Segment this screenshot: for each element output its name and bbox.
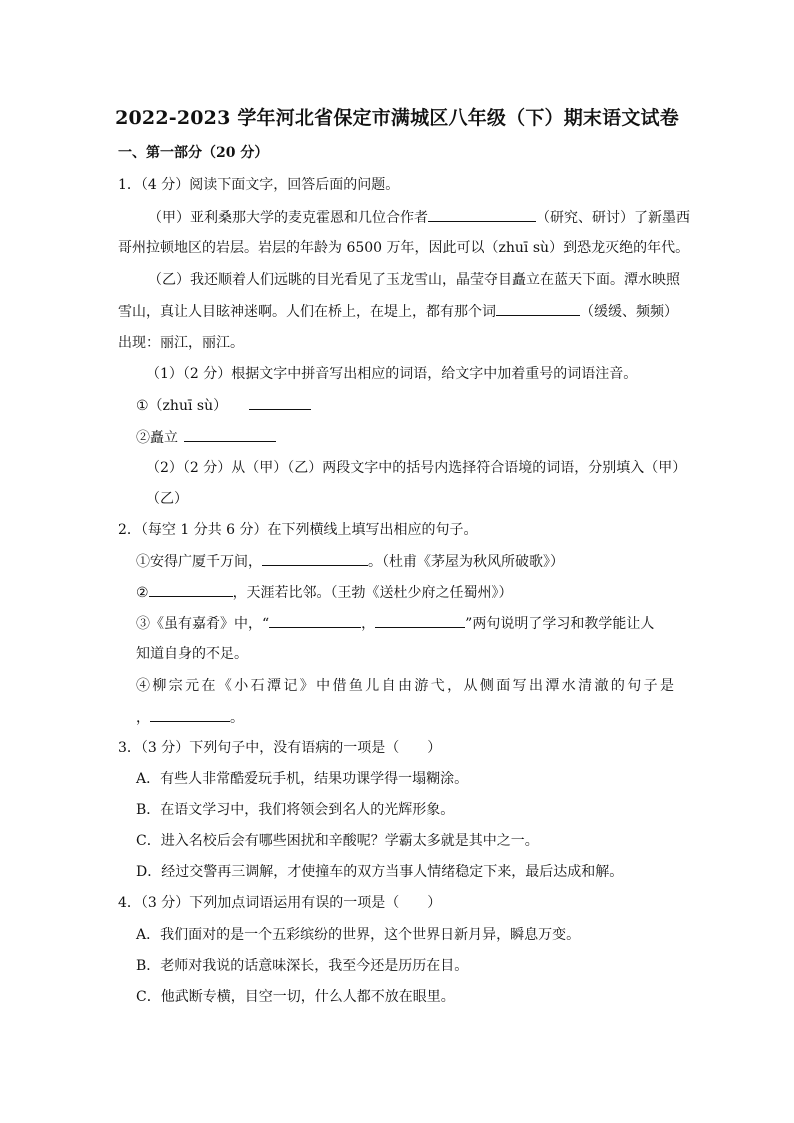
q1-jia-text-a: （甲）亚利桑那大学的麦克霍恩和几位合作者 (148, 210, 428, 226)
q1-sub2-line2: （乙） (146, 491, 188, 507)
q2-c-tail: ”两句说明了学习和教学能让人 (465, 616, 655, 632)
q2-c-comma: ， (361, 616, 376, 632)
q2-b-text: ，天涯若比邻。（王勃《送杜少府之任蜀州》） (232, 585, 513, 601)
q2-c-text: ③《虽有嘉肴》中，“ (136, 616, 270, 632)
section-heading: 一、第一部分（20 分） (118, 145, 269, 161)
q2-item-d: ④柳宗元在《小石潭记》中借鱼儿自由游弋，从侧面写出潭水清澈的句子是 (136, 678, 674, 694)
q1-yi-blank[interactable] (496, 301, 580, 316)
q2-b-blank[interactable] (149, 582, 233, 597)
q2-item-c (136, 613, 654, 634)
q1-sub1-a-label: ①（zhuī sù） (136, 398, 228, 414)
q2-d-period: 。 (230, 710, 244, 726)
page-title: 2022-2023 学年河北省保定市满城区八年级（下）期末语文试卷 (115, 107, 679, 129)
q2-d-comma: ， (136, 710, 150, 726)
q3-stem: 3．（3 分）下列句子中，没有语病的一项是（ ） (118, 740, 442, 756)
q2-item-a (136, 551, 564, 572)
q2-item-d-line2 (136, 707, 244, 728)
q1-passage-yi-line2 (118, 301, 678, 322)
q2-d-blank[interactable] (150, 707, 230, 722)
q2-b-label: ② (136, 585, 149, 601)
q2-c-blank-1[interactable] (269, 613, 361, 628)
q4-stem: 4．（3 分）下列加点词语运用有误的一项是（ ） (118, 895, 442, 911)
q3-option-c[interactable]: C．进入名校后会有哪些困扰和辛酸呢？学霸太多就是其中之一。 (136, 833, 539, 849)
q1-sub1-item-a (136, 395, 311, 416)
q1-sub1-a-blank[interactable] (249, 395, 311, 410)
q2-a-text: ①安得广厦千万间， (136, 554, 262, 570)
q1-passage-jia-line2: 哥州拉顿地区的岩层。岩层的年龄为 6500 万年，因此可以（zhuī sù）到恐龙灭绝的年代。 (118, 240, 690, 256)
q1-passage-jia-line1 (148, 207, 690, 228)
q1-jia-blank[interactable] (428, 207, 536, 222)
q1-passage-yi-line1: （乙）我还顺着人们远眺的目光看见了玉龙雪山，晶莹夺目矗立在蓝天下面。潭水映照 (148, 272, 680, 288)
q1-sub1-b-blank[interactable] (184, 427, 276, 442)
q2-c-blank-2[interactable] (375, 613, 465, 628)
q1-yi-text-b: （缓缓、频频） (580, 304, 678, 320)
q2-item-b (136, 582, 513, 603)
q3-option-b[interactable]: B．在语文学习中，我们将领会到名人的光辉形象。 (136, 802, 455, 818)
q1-yi-text-a: 雪山，真让人目眩神迷啊。人们在桥上，在堤上，都有那个词 (118, 304, 496, 320)
q3-option-a[interactable]: A．有些人非常酷爱玩手机，结果功课学得一塌糊涂。 (136, 771, 469, 787)
q3-option-d[interactable]: D．经过交警再三调解，才使撞车的双方当事人情绪稳定下来，最后达成和解。 (136, 864, 624, 880)
q2-item-c-line2: 知道自身的不足。 (136, 646, 248, 662)
q1-stem: 1．（4 分）阅读下面文字，回答后面的问题。 (118, 177, 400, 193)
q1-sub2-line1: （2）（2 分）从（甲）（乙）两段文字中的括号内选择符合语境的词语，分别填入（甲） (146, 460, 687, 476)
q4-option-b[interactable]: B．老师对我说的话意味深长，我至今还是历历在目。 (136, 958, 469, 974)
q2-a-blank[interactable] (262, 551, 368, 566)
q4-option-c[interactable]: C．他武断专横，目空一切，什么人都不放在眼里。 (136, 989, 455, 1005)
q1-sub1-item-b (136, 427, 276, 448)
q2-a-source: 。（杜甫《茅屋为秋风所破歌》） (368, 554, 564, 570)
q1-sub1: （1）（2 分）根据文字中拼音写出相应的词语，给文字中加着重号的词语注音。 (146, 366, 638, 382)
q2-stem: 2．（每空 1 分共 6 分）在下列横线上填写出相应的句子。 (118, 522, 478, 538)
q1-passage-yi-line3: 出现：丽江，丽江。 (118, 335, 244, 351)
q1-jia-text-b: （研究、研讨）了新墨西 (536, 210, 690, 226)
q1-sub1-b-label: ②矗立 (136, 430, 178, 446)
q4-option-a[interactable]: A．我们面对的是一个五彩缤纷的世界，这个世界日新月异，瞬息万变。 (136, 927, 581, 943)
